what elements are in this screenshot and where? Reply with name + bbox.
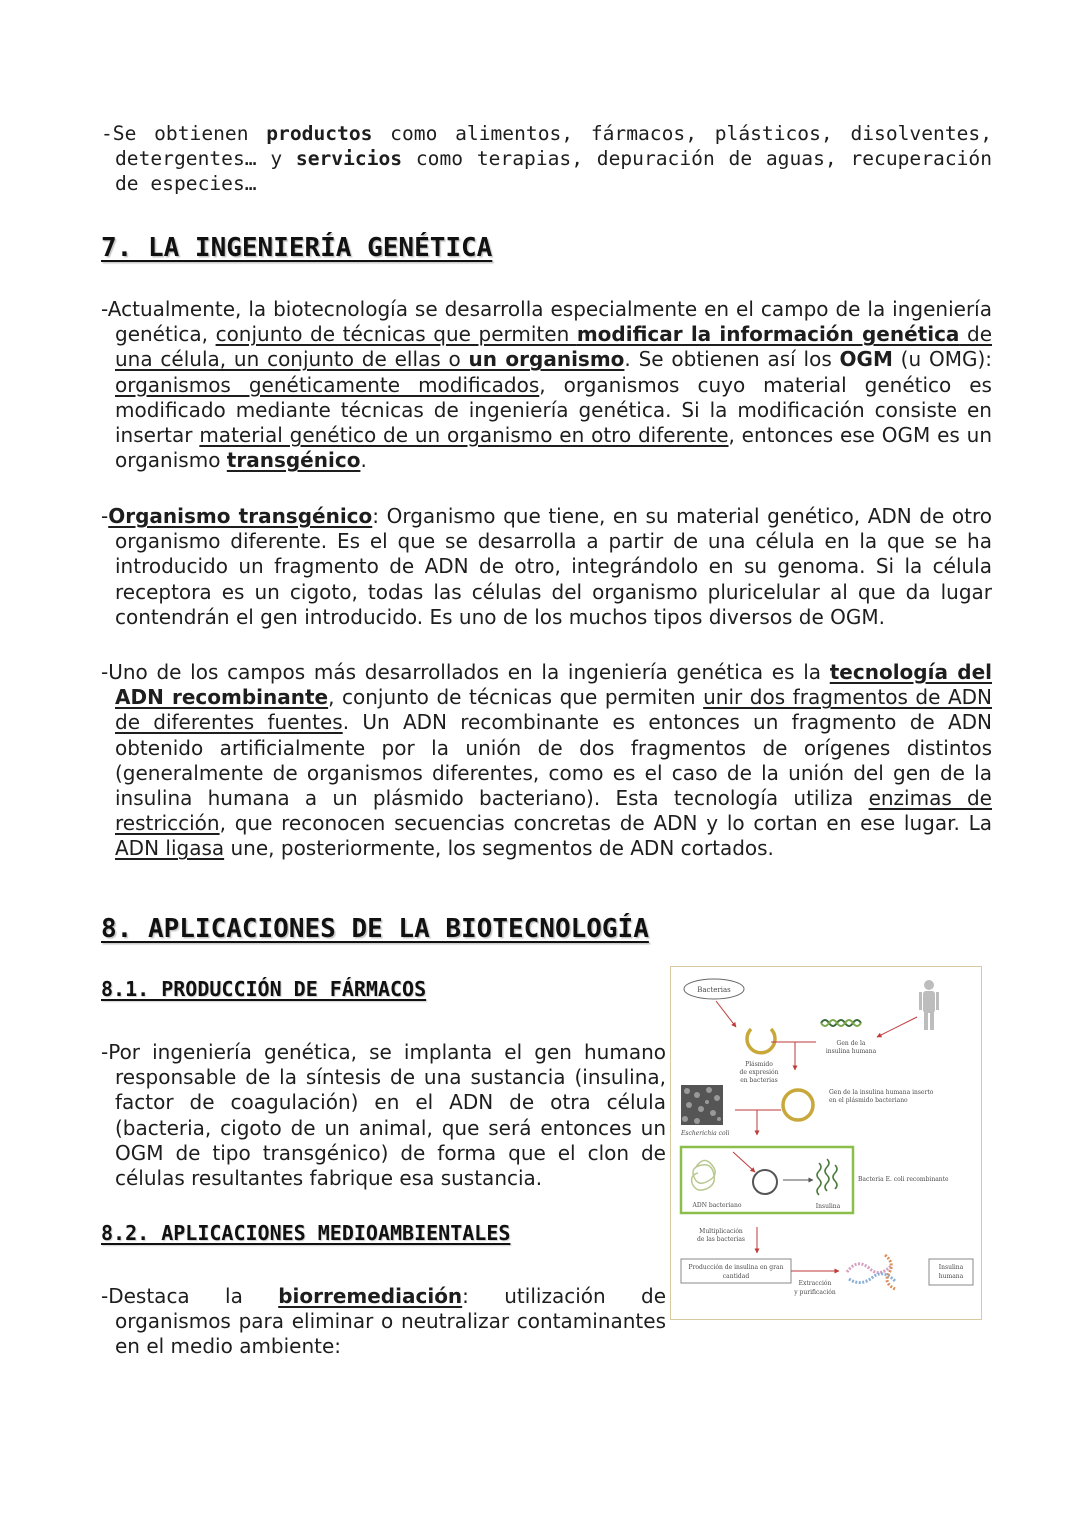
diagram-svg [671,967,983,1321]
underlined-text: conjunto de técnicas que permiten [215,322,577,347]
label-extraccion-2: y purificación [794,1289,836,1296]
text: . Se obtienen así los [624,347,840,372]
label-insulina: Insulina [815,1203,841,1210]
text: -Actualmente, la biotecnología se desarrolla especialmente en el campo de la ingeniería genética, [101,297,992,347]
label-gen-2: insulina humana [825,1048,877,1055]
text: - [101,504,109,528]
text: -Destaca la [101,1284,279,1308]
bold-underlined-term: transgénico [226,448,361,473]
bold-underlined-term: modificar la información genética [576,322,960,347]
arrow [877,1017,917,1037]
underlined-text: ADN ligasa [115,836,225,861]
insulin-production-diagram [670,966,982,1320]
label-multi-1: Multiplicación [699,1228,743,1235]
label-multi-2: de las bacterias [697,1236,745,1243]
bold-term: productos [266,122,373,145]
bold-underlined-term: biorremediación [278,1284,463,1308]
label-adn-bacteriano: ADN bacteriano [692,1202,742,1209]
bold-underlined-term: tecnología del ADN recombinante [115,660,993,710]
label-recombinante: Bacteria E. coli recombinante [858,1176,949,1183]
text: : Organismo que tiene, en su material genético, ADN de otro organismo diferente. Es el que se desarrolla a partir de una célula en la que se ha introducido un fragmento de ADN de otro, integrándolo en su genoma. Si la célula receptora es un cigoto, todas las células del organismo pluricelular al que da lugar contendrán el gen introducido. Es uno de los muchos tipos diversos de OGM. [115,504,992,629]
human-icon [919,980,939,1030]
bold-underlined-term: un organismo [468,347,625,372]
text: como terapias, depuración de aguas, recuperación de especies… [115,147,993,196]
text: . Un ADN recombinante es entonces un fragmento de ADN obtenido artificialmente por la unión de dos fragmentos de orígenes distintos (generalmente de organismos diferentes, como es el caso de la unión del gen de la insulina humana a un plásmido bacteriano). Esta tecnología utiliza [115,710,992,811]
label-produccion-2: cantidad [722,1273,750,1280]
arrow [716,1001,736,1027]
label-produccion-1: Producción de insulina en gran [688,1264,784,1271]
section-8-2-paragraph [101,1284,666,1360]
label-plasmido-1: Plásmido [745,1061,773,1068]
text: , entonces ese OGM es un organismo [115,423,992,473]
bold-underlined-term: Organismo transgénico [108,504,373,528]
text: . [360,448,367,473]
section-7-paragraph-3 [101,660,992,862]
label-gen-1: Gen de la [836,1040,866,1047]
intro-paragraph [101,121,992,197]
label-plasmido-3: en bacterias [740,1077,778,1084]
label-insulina-humana-2: humana [938,1273,964,1280]
section-8-1-heading: 8.1. PRODUCCIÓN DE FÁRMACOS [101,977,427,1001]
section-7-paragraph-2 [101,504,992,630]
text: como alimentos, fármacos, plásticos, disolventes, detergentes… y [115,122,993,171]
text: (u OMG): [892,347,993,372]
label-ecoli: Escherichia coli [681,1130,730,1137]
underlined-text: de una célula, un conjunto de ellas o [115,322,993,372]
text: , que reconocen secuencias concretas de ADN y lo cortan en ese lugar. La [219,811,992,836]
text: -Se obtienen [101,122,267,145]
section-8-heading: 8. APLICACIONES DE LA BIOTECNOLOGÍA [101,914,649,944]
recombinant-plasmid-icon [783,1090,813,1120]
plasmid-open-icon [747,1029,775,1053]
label-inserto-1: Gen de la insulina humana inserto [829,1089,934,1096]
label-bacterias: Bacterias [697,986,731,994]
label-plasmido-2: de expresión [739,1069,779,1076]
human-insulin-box [929,1259,973,1285]
text: , organismos cuyo material genético es modificado mediante técnicas de ingeniería genética. Si la modificación consiste en insertar [115,372,992,448]
text: une, posteriormente, los segmentos de ADN cortados. [224,836,774,861]
bold-term: OGM [839,347,893,372]
section-7-heading: 7. LA INGENIERÍA GENÉTICA [101,233,493,263]
label-extraccion-1: Extracción [798,1280,832,1287]
insulin-protein-icon [847,1255,895,1289]
underlined-text: organismos genéticamente modificados [115,372,540,397]
text: , conjunto de técnicas que permiten [328,685,704,710]
text: -Uno de los campos más desarrollados en la ingeniería genética es la [101,660,830,684]
underlined-text: unir dos fragmentos de ADN de diferentes fuentes [115,685,992,735]
section-8-1-paragraph: -Por ingeniería genética, se implanta el gen humano responsable de la síntesis de una sustancia (insulina, factor de coagulación) en el ADN de otra célula (bacteria, cigoto de un animal, que será entonces un OGM de tipo transgénico) de forma que el clon de células resultantes fabrique esa sustancia. [101,1040,666,1191]
section-8-2-heading: 8.2. APLICACIONES MEDIOAMBIENTALES [101,1221,511,1245]
underlined-text: material genético de un organismo en otro diferente [199,423,729,448]
label-inserto-2: en el plásmido bacteriano [829,1097,908,1104]
bold-term: servicios [295,147,403,171]
label-insulina-humana-1: Insulina [938,1264,964,1271]
section-7-paragraph-1 [101,297,992,473]
text: : utilización de organismos para eliminar o neutralizar contaminantes en el medio ambiente: [115,1284,667,1359]
underlined-text: enzimas de restricción [115,786,992,836]
